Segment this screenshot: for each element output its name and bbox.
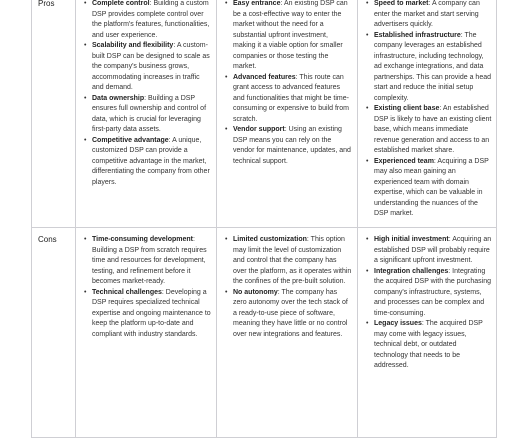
pros-acquire-list: [366, 0, 492, 220]
list-item: • Scalability and flexibility: A custom-built DSP can be designed to scale as the company's business grows, accommodating increases in traffic and demand.: [84, 41, 211, 94]
list-item: • Experienced team: Acquiring a DSP may also mean gaining an experienced team with domain expertise, which can be valuable in understanding the nuances of the DSP market.: [366, 157, 492, 220]
list-item: • Easy entrance: An existing DSP can be a cost-effective way to enter the market without the need for a substantial upfront investment, making it a viable option for smaller companies or those testing the market.: [225, 0, 352, 73]
list-item: • Speed to market: A company can enter the market and start serving advertisers quickly.: [366, 0, 492, 31]
pros-acquire-cell: [357, 0, 497, 227]
row-label-cons: Cons: [38, 235, 57, 244]
list-item: • No autonomy: The company has zero autonomy over the tech stack of a ready-to-use piece of software, meaning they have little or no control over new integrations and features.: [225, 288, 352, 341]
row-header-cell: [32, 0, 75, 227]
list-item: • Complete control: Building a custom DSP provides complete control over the platform's features, functionalities, and user experience.: [84, 0, 211, 41]
pros-existing-cell: [216, 0, 357, 227]
list-item: • Technical challenges: Developing a DSP requires specialized technical expertise and ongoing maintenance to keep the platform up-to-date and compliant with industry standards.: [84, 288, 211, 341]
list-item: • Advanced features: This route can grant access to advanced features and functionalities that might be time-consuming or expensive to build from scratch.: [225, 73, 352, 126]
cons-existing-list: [225, 235, 352, 340]
cons-build-cell: [75, 228, 216, 438]
list-item: • Vendor support: Using an existing DSP means you can rely on the vendor for maintenance, updates, and technical support.: [225, 125, 352, 167]
comparison-table: [31, 0, 497, 438]
cons-row: [32, 227, 496, 438]
cons-acquire-list: [366, 235, 492, 372]
row-header-cell: [32, 228, 75, 438]
list-item: • Integration challenges: Integrating the acquired DSP with the purchasing company's infrastructure, systems, and processes can be complex and time-consuming.: [366, 267, 492, 320]
list-item: • Legacy issues: The acquired DSP may come with legacy issues, technical debt, or outdated technology that needs to be addressed.: [366, 319, 492, 372]
cons-existing-cell: [216, 228, 357, 438]
pros-build-cell: [75, 0, 216, 227]
list-item: • Data ownership: Building a DSP ensures full ownership and control of data, which is crucial for leveraging first-party data assets.: [84, 94, 211, 136]
list-item: • Time-consuming development: Building a DSP from scratch requires time and resources for development, testing, and refinement before it becomes market-ready.: [84, 235, 211, 288]
cons-acquire-cell: [357, 228, 497, 438]
row-label-pros: Pros: [38, 0, 55, 8]
list-item: • Competitive advantage: A unique, customized DSP can provide a competitive advantage in the market, differentiating the company from other players.: [84, 136, 211, 189]
pros-row: [32, 0, 496, 227]
list-item: • Established infrastructure: The company leverages an established infrastructure, including technology, ad exchange integrations, and data partnerships. This can provide a head start and reduce the initial setup complexity.: [366, 31, 492, 105]
list-item: • Limited customization: This option may limit the level of customization and control that the company has over the platform, as it operates within the confines of the pre-built solution.: [225, 235, 352, 288]
list-item: • High initial investment: Acquiring an established DSP will probably require a significant upfront investment.: [366, 235, 492, 267]
pros-existing-list: [225, 0, 352, 167]
list-item: • Existing client base: An established DSP is likely to have an existing client base, which means immediate revenue generation and access to an established market share.: [366, 104, 492, 157]
cons-build-list: [84, 235, 211, 340]
pros-build-list: [84, 0, 211, 188]
